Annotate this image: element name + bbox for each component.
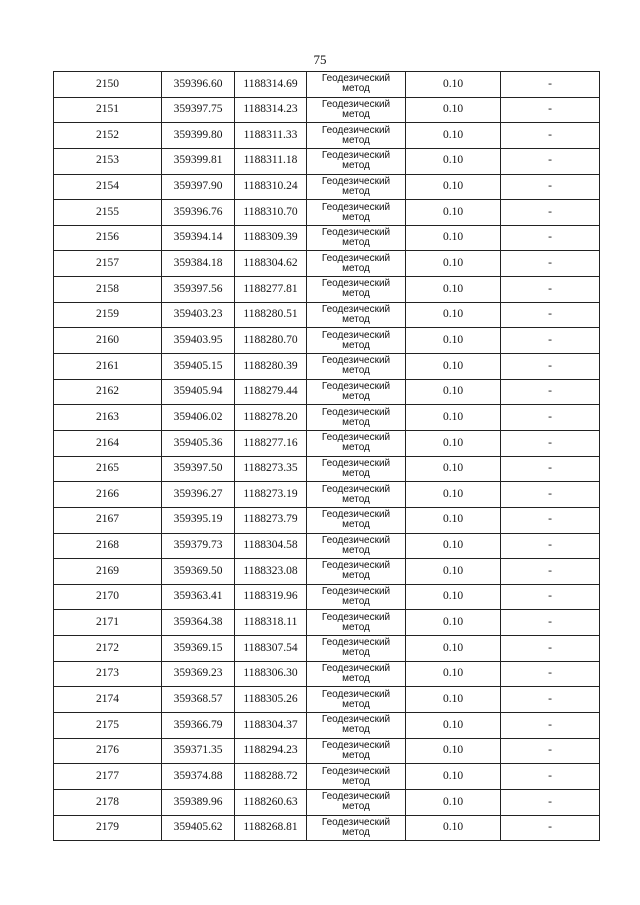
table-row bbox=[54, 610, 600, 636]
y-coordinate-cell: 1188294.23 bbox=[235, 738, 307, 764]
method-line-2: метод bbox=[342, 314, 370, 326]
table-row bbox=[54, 379, 600, 405]
x-coordinate-cell: 359397.50 bbox=[162, 456, 235, 482]
method-line-1: Геодезический bbox=[321, 637, 391, 649]
x-coordinate-cell: 359394.14 bbox=[162, 225, 235, 251]
x-coordinate-cell: 359374.88 bbox=[162, 764, 235, 790]
y-coordinate-cell: 1188314.69 bbox=[235, 72, 307, 98]
y-coordinate-cell: 1188311.33 bbox=[235, 123, 307, 149]
method-line-1: Геодезический bbox=[321, 765, 391, 777]
table-row bbox=[54, 713, 600, 739]
method-line-2: метод bbox=[342, 519, 370, 531]
method-line-2: метод bbox=[342, 698, 370, 710]
y-coordinate-cell: 1188260.63 bbox=[235, 789, 307, 815]
point-number-cell: 2173 bbox=[54, 661, 162, 687]
method-line-2: метод bbox=[342, 211, 370, 223]
method-cell bbox=[307, 636, 406, 662]
accuracy-cell: 0.10 bbox=[406, 354, 501, 380]
accuracy-cell: 0.10 bbox=[406, 148, 501, 174]
point-number-cell: 2178 bbox=[54, 789, 162, 815]
table-row bbox=[54, 687, 600, 713]
method-line-1: Геодезический bbox=[321, 791, 391, 803]
x-coordinate-cell: 359405.15 bbox=[162, 354, 235, 380]
point-number-cell: 2165 bbox=[54, 456, 162, 482]
extra-cell: - bbox=[501, 277, 600, 303]
extra-cell: - bbox=[501, 200, 600, 226]
accuracy-cell: 0.10 bbox=[406, 636, 501, 662]
method-line-2: метод bbox=[342, 544, 370, 556]
extra-cell: - bbox=[501, 430, 600, 456]
extra-cell: - bbox=[501, 789, 600, 815]
table-row bbox=[54, 636, 600, 662]
accuracy-cell: 0.10 bbox=[406, 174, 501, 200]
y-coordinate-cell: 1188319.96 bbox=[235, 584, 307, 610]
extra-cell: - bbox=[501, 174, 600, 200]
x-coordinate-cell: 359405.94 bbox=[162, 379, 235, 405]
y-coordinate-cell: 1188268.81 bbox=[235, 815, 307, 841]
x-coordinate-cell: 359371.35 bbox=[162, 738, 235, 764]
method-line-1: Геодезический bbox=[321, 355, 391, 367]
x-coordinate-cell: 359403.95 bbox=[162, 328, 235, 354]
x-coordinate-cell: 359379.73 bbox=[162, 533, 235, 559]
x-coordinate-cell: 359366.79 bbox=[162, 713, 235, 739]
y-coordinate-cell: 1188280.70 bbox=[235, 328, 307, 354]
extra-cell: - bbox=[501, 738, 600, 764]
table-row bbox=[54, 456, 600, 482]
accuracy-cell: 0.10 bbox=[406, 713, 501, 739]
y-coordinate-cell: 1188311.18 bbox=[235, 148, 307, 174]
x-coordinate-cell: 359399.80 bbox=[162, 123, 235, 149]
extra-cell: - bbox=[501, 559, 600, 585]
extra-cell: - bbox=[501, 713, 600, 739]
accuracy-cell: 0.10 bbox=[406, 200, 501, 226]
method-cell bbox=[307, 174, 406, 200]
method-line-2: метод bbox=[342, 673, 370, 685]
x-coordinate-cell: 359406.02 bbox=[162, 405, 235, 431]
x-coordinate-cell: 359369.50 bbox=[162, 559, 235, 585]
y-coordinate-cell: 1188307.54 bbox=[235, 636, 307, 662]
x-coordinate-cell: 359397.90 bbox=[162, 174, 235, 200]
point-number-cell: 2157 bbox=[54, 251, 162, 277]
accuracy-cell: 0.10 bbox=[406, 72, 501, 98]
x-coordinate-cell: 359396.60 bbox=[162, 72, 235, 98]
accuracy-cell: 0.10 bbox=[406, 610, 501, 636]
accuracy-cell: 0.10 bbox=[406, 482, 501, 508]
y-coordinate-cell: 1188277.81 bbox=[235, 277, 307, 303]
table-row bbox=[54, 354, 600, 380]
x-coordinate-cell: 359369.23 bbox=[162, 661, 235, 687]
y-coordinate-cell: 1188305.26 bbox=[235, 687, 307, 713]
point-number-cell: 2158 bbox=[54, 277, 162, 303]
extra-cell: - bbox=[501, 225, 600, 251]
extra-cell: - bbox=[501, 533, 600, 559]
method-cell bbox=[307, 482, 406, 508]
accuracy-cell: 0.10 bbox=[406, 764, 501, 790]
method-line-1: Геодезический bbox=[321, 534, 391, 546]
method-line-2: метод bbox=[342, 391, 370, 402]
table-row bbox=[54, 661, 600, 687]
extra-cell: - bbox=[501, 482, 600, 508]
y-coordinate-cell: 1188314.23 bbox=[235, 97, 307, 123]
extra-cell: - bbox=[501, 302, 600, 328]
point-number-cell: 2171 bbox=[54, 610, 162, 636]
method-line-1: Геодезический bbox=[321, 816, 391, 828]
method-cell bbox=[307, 379, 406, 405]
method-cell bbox=[307, 225, 406, 251]
method-line-2: метод bbox=[342, 108, 370, 120]
table-row bbox=[54, 815, 600, 841]
point-number-cell: 2160 bbox=[54, 328, 162, 354]
method-line-1: Геодезический bbox=[321, 381, 391, 392]
method-line-2: метод bbox=[342, 134, 370, 146]
y-coordinate-cell: 1188288.72 bbox=[235, 764, 307, 790]
y-coordinate-cell: 1188273.79 bbox=[235, 507, 307, 533]
x-coordinate-cell: 359397.56 bbox=[162, 277, 235, 303]
point-number-cell: 2156 bbox=[54, 225, 162, 251]
method-cell bbox=[307, 302, 406, 328]
y-coordinate-cell: 1188277.16 bbox=[235, 430, 307, 456]
method-line-2: метод bbox=[342, 185, 370, 197]
point-number-cell: 2151 bbox=[54, 97, 162, 123]
method-line-1: Геодезический bbox=[321, 406, 391, 418]
point-number-cell: 2162 bbox=[54, 379, 162, 405]
extra-cell: - bbox=[501, 687, 600, 713]
accuracy-cell: 0.10 bbox=[406, 430, 501, 456]
method-line-1: Геодезический bbox=[321, 73, 391, 85]
method-line-1: Геодезический bbox=[321, 227, 391, 239]
method-line-2: метод bbox=[342, 237, 370, 249]
table-row bbox=[54, 482, 600, 508]
method-line-2: метод bbox=[342, 365, 370, 377]
x-coordinate-cell: 359364.38 bbox=[162, 610, 235, 636]
method-line-2: метод bbox=[342, 493, 370, 505]
accuracy-cell: 0.10 bbox=[406, 225, 501, 251]
extra-cell: - bbox=[501, 456, 600, 482]
method-line-2: метод bbox=[342, 416, 370, 428]
method-cell bbox=[307, 687, 406, 713]
table-row bbox=[54, 302, 600, 328]
x-coordinate-cell: 359403.23 bbox=[162, 302, 235, 328]
method-cell bbox=[307, 661, 406, 687]
method-cell bbox=[307, 430, 406, 456]
method-cell bbox=[307, 405, 406, 431]
accuracy-cell: 0.10 bbox=[406, 379, 501, 405]
method-line-1: Геодезический bbox=[321, 714, 391, 726]
method-cell bbox=[307, 277, 406, 303]
method-cell bbox=[307, 354, 406, 380]
method-cell bbox=[307, 815, 406, 841]
x-coordinate-cell: 359405.62 bbox=[162, 815, 235, 841]
extra-cell: - bbox=[501, 507, 600, 533]
method-line-2: метод bbox=[342, 724, 370, 736]
x-coordinate-cell: 359397.75 bbox=[162, 97, 235, 123]
point-number-cell: 2167 bbox=[54, 507, 162, 533]
point-number-cell: 2170 bbox=[54, 584, 162, 610]
method-line-1: Геодезический bbox=[321, 98, 391, 110]
y-coordinate-cell: 1188304.58 bbox=[235, 533, 307, 559]
method-line-1: Геодезический bbox=[321, 483, 391, 495]
x-coordinate-cell: 359396.27 bbox=[162, 482, 235, 508]
method-line-1: Геодезический bbox=[321, 739, 391, 751]
method-cell bbox=[307, 764, 406, 790]
method-line-2: метод bbox=[342, 621, 370, 633]
y-coordinate-cell: 1188273.19 bbox=[235, 482, 307, 508]
x-coordinate-cell: 359389.96 bbox=[162, 789, 235, 815]
extra-cell: - bbox=[501, 584, 600, 610]
method-cell bbox=[307, 251, 406, 277]
accuracy-cell: 0.10 bbox=[406, 533, 501, 559]
method-line-1: Геодезический bbox=[321, 611, 391, 623]
table-row bbox=[54, 328, 600, 354]
method-cell bbox=[307, 789, 406, 815]
method-line-1: Геодезический bbox=[321, 329, 391, 341]
y-coordinate-cell: 1188318.11 bbox=[235, 610, 307, 636]
table-row bbox=[54, 174, 600, 200]
method-line-1: Геодезический bbox=[321, 509, 391, 521]
table-row bbox=[54, 225, 600, 251]
y-coordinate-cell: 1188306.30 bbox=[235, 661, 307, 687]
accuracy-cell: 0.10 bbox=[406, 815, 501, 841]
x-coordinate-cell: 359368.57 bbox=[162, 687, 235, 713]
method-cell bbox=[307, 738, 406, 764]
table-row bbox=[54, 200, 600, 226]
point-number-cell: 2150 bbox=[54, 72, 162, 98]
accuracy-cell: 0.10 bbox=[406, 738, 501, 764]
method-line-1: Геодезический bbox=[321, 663, 391, 675]
method-line-2: метод bbox=[342, 288, 370, 300]
accuracy-cell: 0.10 bbox=[406, 405, 501, 431]
table-row bbox=[54, 507, 600, 533]
method-cell bbox=[307, 72, 406, 98]
extra-cell: - bbox=[501, 661, 600, 687]
point-number-cell: 2166 bbox=[54, 482, 162, 508]
extra-cell: - bbox=[501, 764, 600, 790]
point-number-cell: 2153 bbox=[54, 148, 162, 174]
point-number-cell: 2175 bbox=[54, 713, 162, 739]
x-coordinate-cell: 359363.41 bbox=[162, 584, 235, 610]
extra-cell: - bbox=[501, 72, 600, 98]
method-cell bbox=[307, 533, 406, 559]
method-cell bbox=[307, 200, 406, 226]
accuracy-cell: 0.10 bbox=[406, 456, 501, 482]
x-coordinate-cell: 359399.81 bbox=[162, 148, 235, 174]
method-cell bbox=[307, 456, 406, 482]
y-coordinate-cell: 1188304.37 bbox=[235, 713, 307, 739]
method-line-1: Геодезический bbox=[321, 150, 391, 162]
method-line-1: Геодезический bbox=[321, 278, 391, 290]
y-coordinate-cell: 1188280.51 bbox=[235, 302, 307, 328]
accuracy-cell: 0.10 bbox=[406, 328, 501, 354]
table-row bbox=[54, 251, 600, 277]
y-coordinate-cell: 1188310.24 bbox=[235, 174, 307, 200]
method-line-1: Геодезический bbox=[321, 252, 391, 264]
method-line-2: метод bbox=[342, 442, 370, 454]
method-cell bbox=[307, 584, 406, 610]
x-coordinate-cell: 359395.19 bbox=[162, 507, 235, 533]
accuracy-cell: 0.10 bbox=[406, 97, 501, 123]
x-coordinate-cell: 359369.15 bbox=[162, 636, 235, 662]
accuracy-cell: 0.10 bbox=[406, 277, 501, 303]
method-line-1: Геодезический bbox=[321, 457, 391, 469]
extra-cell: - bbox=[501, 405, 600, 431]
method-line-2: метод bbox=[342, 596, 370, 608]
table-row bbox=[54, 148, 600, 174]
method-line-2: метод bbox=[342, 570, 370, 582]
extra-cell: - bbox=[501, 636, 600, 662]
point-number-cell: 2174 bbox=[54, 687, 162, 713]
method-cell bbox=[307, 97, 406, 123]
y-coordinate-cell: 1188310.70 bbox=[235, 200, 307, 226]
point-number-cell: 2164 bbox=[54, 430, 162, 456]
table-row bbox=[54, 123, 600, 149]
method-line-2: метод bbox=[342, 339, 370, 351]
method-line-1: Геодезический bbox=[321, 124, 391, 136]
x-coordinate-cell: 359405.36 bbox=[162, 430, 235, 456]
method-line-2: метод bbox=[342, 749, 370, 761]
point-number-cell: 2172 bbox=[54, 636, 162, 662]
extra-cell: - bbox=[501, 379, 600, 405]
y-coordinate-cell: 1188280.39 bbox=[235, 354, 307, 380]
y-coordinate-cell: 1188279.44 bbox=[235, 379, 307, 405]
method-line-2: метод bbox=[342, 83, 370, 95]
extra-cell: - bbox=[501, 610, 600, 636]
table-row bbox=[54, 738, 600, 764]
point-number-cell: 2154 bbox=[54, 174, 162, 200]
method-line-2: метод bbox=[342, 647, 370, 659]
y-coordinate-cell: 1188278.20 bbox=[235, 405, 307, 431]
coordinates-table-body bbox=[54, 72, 600, 841]
table-row bbox=[54, 430, 600, 456]
point-number-cell: 2169 bbox=[54, 559, 162, 585]
method-cell bbox=[307, 610, 406, 636]
x-coordinate-cell: 359396.76 bbox=[162, 200, 235, 226]
method-line-2: метод bbox=[342, 775, 370, 787]
page-number: 75 bbox=[313, 52, 327, 67]
method-line-2: метод bbox=[342, 160, 370, 172]
extra-cell: - bbox=[501, 815, 600, 841]
method-cell bbox=[307, 559, 406, 585]
method-cell bbox=[307, 713, 406, 739]
extra-cell: - bbox=[501, 354, 600, 380]
point-number-cell: 2179 bbox=[54, 815, 162, 841]
table-row bbox=[54, 277, 600, 303]
table-row bbox=[54, 789, 600, 815]
point-number-cell: 2152 bbox=[54, 123, 162, 149]
method-line-2: метод bbox=[342, 801, 370, 813]
method-cell bbox=[307, 507, 406, 533]
extra-cell: - bbox=[501, 251, 600, 277]
accuracy-cell: 0.10 bbox=[406, 123, 501, 149]
accuracy-cell: 0.10 bbox=[406, 661, 501, 687]
extra-cell: - bbox=[501, 148, 600, 174]
method-cell bbox=[307, 328, 406, 354]
accuracy-cell: 0.10 bbox=[406, 302, 501, 328]
method-line-1: Геодезический bbox=[321, 688, 391, 700]
point-number-cell: 2161 bbox=[54, 354, 162, 380]
y-coordinate-cell: 1188304.62 bbox=[235, 251, 307, 277]
point-number-cell: 2163 bbox=[54, 405, 162, 431]
accuracy-cell: 0.10 bbox=[406, 559, 501, 585]
y-coordinate-cell: 1188273.35 bbox=[235, 456, 307, 482]
accuracy-cell: 0.10 bbox=[406, 687, 501, 713]
coordinates-table bbox=[53, 71, 600, 841]
accuracy-cell: 0.10 bbox=[406, 584, 501, 610]
extra-cell: - bbox=[501, 328, 600, 354]
method-line-1: Геодезический bbox=[321, 586, 391, 598]
x-coordinate-cell: 359384.18 bbox=[162, 251, 235, 277]
y-coordinate-cell: 1188323.08 bbox=[235, 559, 307, 585]
extra-cell: - bbox=[501, 123, 600, 149]
table-row bbox=[54, 72, 600, 98]
method-cell bbox=[307, 123, 406, 149]
table-row bbox=[54, 405, 600, 431]
accuracy-cell: 0.10 bbox=[406, 789, 501, 815]
point-number-cell: 2168 bbox=[54, 533, 162, 559]
table-row bbox=[54, 559, 600, 585]
table-row bbox=[54, 533, 600, 559]
table-row bbox=[54, 97, 600, 123]
method-line-2: метод bbox=[342, 826, 370, 838]
point-number-cell: 2159 bbox=[54, 302, 162, 328]
extra-cell: - bbox=[501, 97, 600, 123]
method-line-1: Геодезический bbox=[321, 201, 391, 213]
table-row bbox=[54, 764, 600, 790]
method-line-2: метод bbox=[342, 262, 370, 274]
point-number-cell: 2177 bbox=[54, 764, 162, 790]
method-line-1: Геодезический bbox=[321, 432, 391, 444]
method-line-1: Геодезический bbox=[321, 560, 391, 572]
table-row bbox=[54, 584, 600, 610]
method-line-1: Геодезический bbox=[321, 175, 391, 187]
point-number-cell: 2176 bbox=[54, 738, 162, 764]
point-number-cell: 2155 bbox=[54, 200, 162, 226]
accuracy-cell: 0.10 bbox=[406, 507, 501, 533]
method-cell bbox=[307, 148, 406, 174]
method-line-1: Геодезический bbox=[321, 304, 391, 316]
accuracy-cell: 0.10 bbox=[406, 251, 501, 277]
method-line-2: метод bbox=[342, 467, 370, 479]
y-coordinate-cell: 1188309.39 bbox=[235, 225, 307, 251]
